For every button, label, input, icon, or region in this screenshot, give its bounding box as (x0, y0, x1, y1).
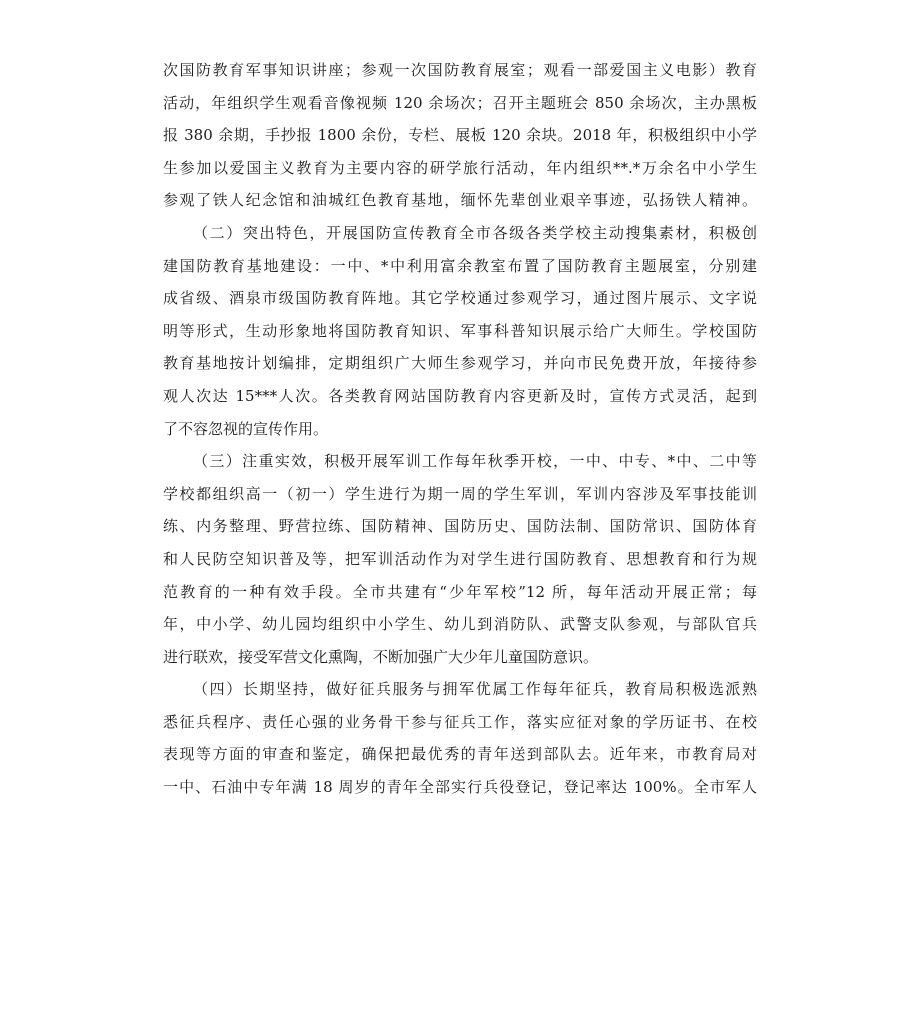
text-line: 活动，年组织学生观看音像视频 120 余场次；召开主题班会 850 余场次，主办黑板 (163, 93, 757, 112)
text-line: 练、内务整理、野营拉练、国防精神、国防历史、国防法制、国防常识、国防体育 (163, 517, 757, 536)
text-line: 学校都组织高一（初一）学生进行为期一周的学生军训，军训内容涉及军事技能训 (163, 484, 757, 503)
text-line: 建国防教育基地建设：一中、*中利用富余教室布置了国防教育主题展室，分别建 (163, 256, 757, 275)
document-page (163, 54, 757, 804)
paragraph-defense-base (163, 217, 757, 445)
text-line: 进行联欢，接受军营文化熏陶，不断加强广大少年儿童国防意识。 (163, 647, 599, 666)
text-line: （三）注重实效，积极开展军训工作每年秋季开校，一中、中专、*中、二中等 (193, 452, 757, 471)
text-line: 表现等方面的审查和鉴定，确保把最优秀的青年送到部队去。近年来，市教育局对 (163, 745, 757, 764)
text-line: 报 380 余期，手抄报 1800 余份，专栏、展板 120 余块。2018 年，积极组织中小学 (163, 126, 757, 145)
text-line: 一中、石油中专年满 18 周岁的青年全部实行兵役登记，登记率达 100%。全市军人 (163, 778, 757, 797)
text-line: 次国防教育军事知识讲座；参观一次国防教育展室；观看一部爱国主义电影）教育 (163, 61, 757, 79)
text-line: 明等形式，生动形象地将国防教育知识、军事科普知识展示给广大师生。学校国防 (163, 321, 757, 340)
text-line: （四）长期坚持，做好征兵服务与拥军优属工作每年征兵，教育局积极选派熟 (193, 680, 757, 699)
text-line: 成省级、酒泉市级国防教育阵地。其它学校通过参观学习，通过图片展示、文字说 (163, 289, 757, 308)
text-line: 了不容忽视的宣传作用。 (163, 419, 329, 438)
text-line: 年，中小学、幼儿园均组织中小学生、幼儿到消防队、武警支队参观，与部队官兵 (163, 615, 757, 634)
text-line: 悉征兵程序、责任心强的业务骨干参与征兵工作，落实应征对象的学历证书、在校 (163, 712, 757, 731)
paragraph-military-training (163, 445, 757, 673)
text-line: 生参加以爱国主义教育为主要内容的研学旅行活动，年内组织**.*万余名中小学生 (163, 158, 757, 177)
text-line: （二）突出特色，开展国防宣传教育全市各级各类学校主动搜集素材，积极创 (193, 223, 757, 242)
paragraph-patriotic-education (163, 54, 757, 217)
text-line: 和人民防空知识普及等，把军训活动作为对学生进行国防教育、思想教育和行为规 (163, 549, 757, 568)
text-line: 范教育的一种有效手段。全市共建有“少年军校”12 所，每年活动开展正常；每 (163, 582, 757, 601)
text-line: 观人次达 15***人次。各类教育网站国防教育内容更新及时，宣传方式灵活，起到 (163, 386, 757, 405)
text-line: 教育基地按计划编排，定期组织广大师生参观学习，并向市民免费开放，年接待参 (163, 354, 757, 373)
text-line: 参观了铁人纪念馆和油城红色教育基地，缅怀先辈创业艰辛事迹，弘扬铁人精神。 (163, 191, 757, 210)
paragraph-conscription (163, 673, 757, 803)
